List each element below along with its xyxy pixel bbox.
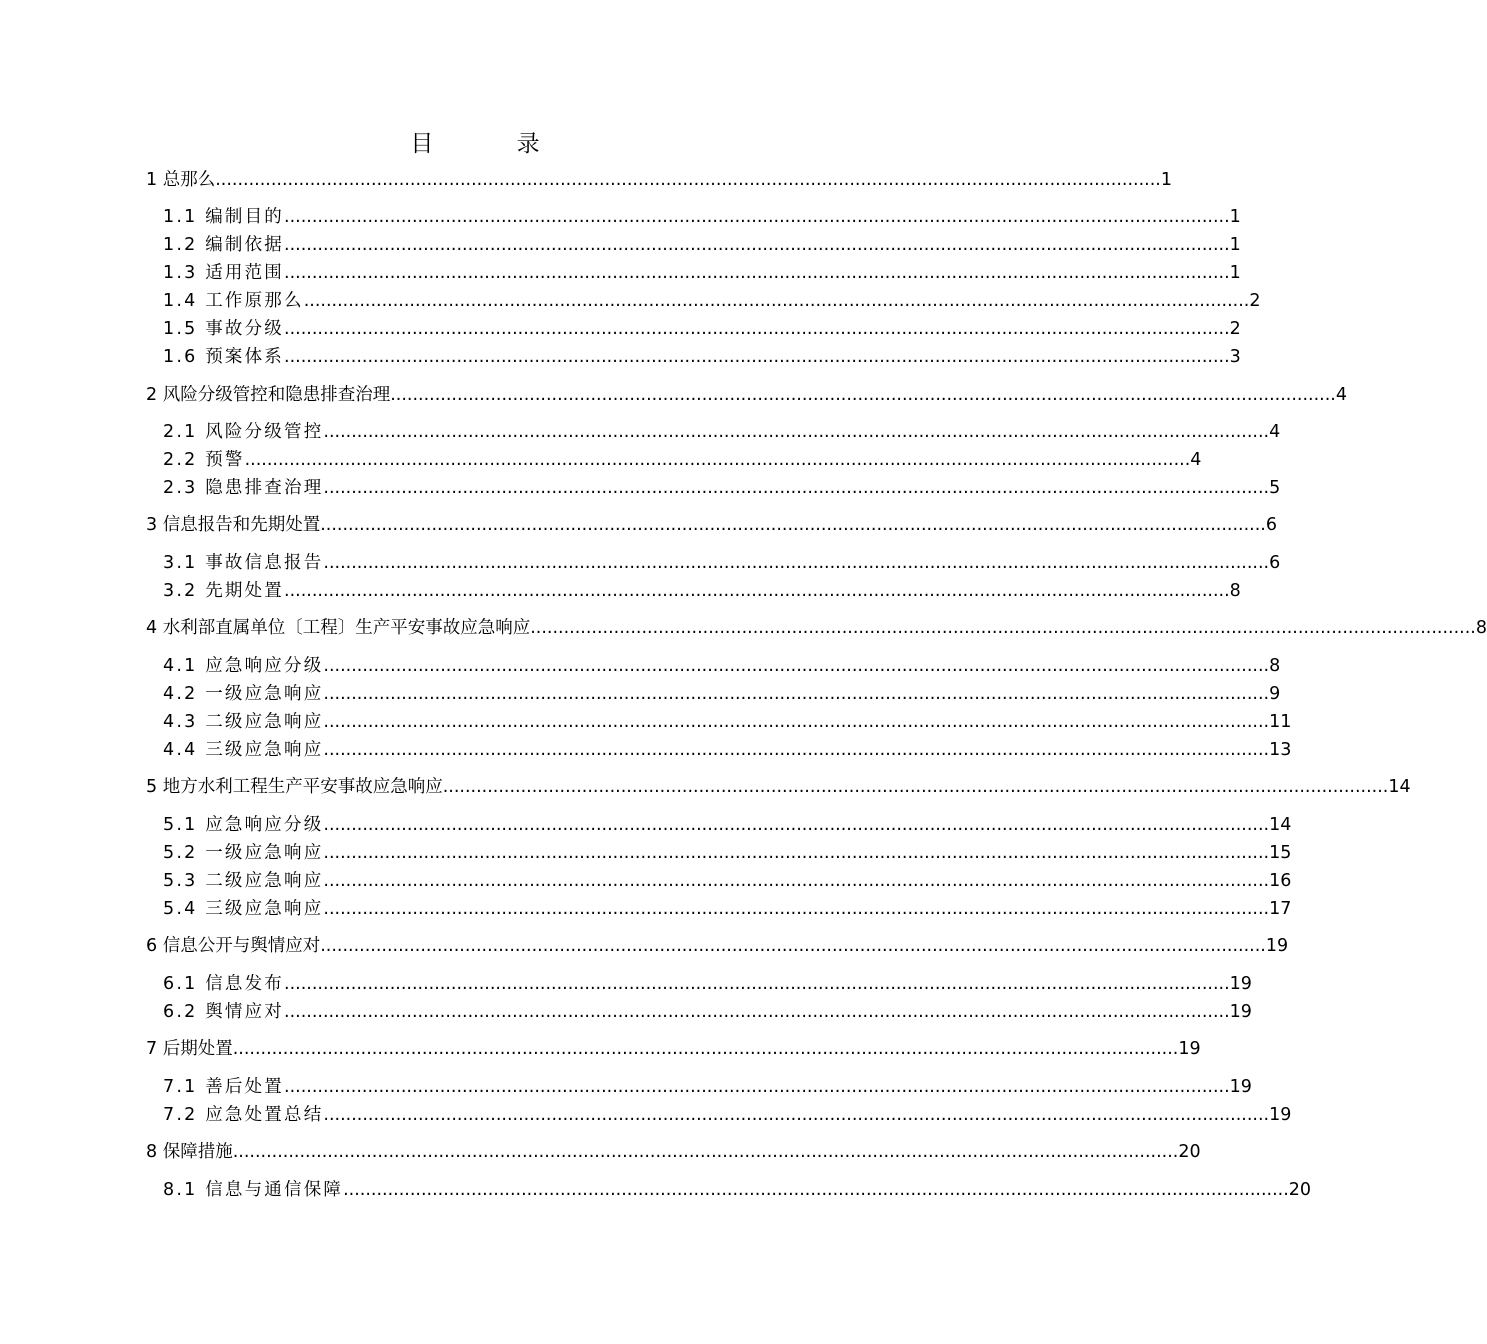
toc-page-number: 13 [1269,740,1292,760]
toc-dot-leader: .......................................................................................................................................................................... [343,1180,1289,1200]
toc-page-number: 1 [1229,207,1241,227]
toc-entry-label: 7.1 善后处置 [163,1077,284,1097]
toc-subsection-entry[interactable] [163,682,1281,706]
toc-page-number: 4 [1190,450,1202,470]
toc-entry-label: 3.2 先期处置 [163,581,284,601]
toc-page-number: 20 [1178,1142,1201,1162]
toc-page-number: 14 [1269,815,1292,835]
toc-entry-label: 1.3 适用范围 [163,263,284,283]
toc-subsection-entry[interactable] [163,1075,1252,1099]
toc-dot-leader: .......................................................................................................................................................................... [323,712,1270,732]
toc-page-number: 1 [1229,235,1241,255]
toc-dot-leader: .......................................................................................................................................................................... [303,291,1250,311]
toc-subsection-entry[interactable] [163,205,1241,229]
toc-page-number: 3 [1229,347,1241,367]
toc-entry-label: 4 水利部直属单位〔工程〕生产平安事故应急响应 [146,618,531,638]
toc-dot-leader: .......................................................................................................................................................................... [232,1039,1179,1059]
toc-page-number: 1 [1229,263,1241,283]
toc-subsection-entry[interactable] [163,476,1281,500]
toc-entry-label: 4.2 一级应急响应 [163,684,324,704]
toc-page-number: 8 [1475,618,1487,638]
toc-entry-label: 7.2 应急处置总结 [163,1105,324,1125]
toc-subsection-entry[interactable] [163,972,1252,996]
toc-entry-label: 1.4 工作原那么 [163,291,304,311]
toc-dot-leader: .......................................................................................................................................................................... [320,515,1266,535]
toc-entry-label: 5.1 应急响应分级 [163,815,324,835]
toc-page-number: 9 [1269,684,1281,704]
toc-dot-leader: .......................................................................................................................................................................... [320,936,1266,956]
toc-dot-leader: .......................................................................................................................................................................... [323,478,1270,498]
toc-subsection-entry[interactable] [163,579,1241,603]
toc-subsection-entry[interactable] [163,1178,1312,1202]
toc-entry-label: 1.6 预案体系 [163,347,284,367]
toc-entry-label: 4.4 三级应急响应 [163,740,324,760]
toc-entry-label: 1.5 事故分级 [163,319,284,339]
toc-dot-leader: .......................................................................................................................................................................... [232,1142,1179,1162]
toc-dot-leader: .......................................................................................................................................................................... [323,871,1270,891]
toc-page-number: 6 [1269,553,1281,573]
toc-page-number: 1 [1160,170,1173,190]
toc-entry-label: 6.1 信息发布 [163,974,284,994]
toc-subsection-entry[interactable] [163,841,1292,865]
toc-dot-leader: .......................................................................................................................................................................... [284,974,1230,994]
toc-subsection-entry[interactable] [163,317,1241,341]
toc-section-entry[interactable] [146,934,1289,958]
toc-section-entry[interactable] [146,513,1278,537]
toc-subsection-entry[interactable] [163,897,1292,921]
toc-dot-leader: .......................................................................................................................................................................... [323,553,1270,573]
toc-dot-leader: .......................................................................................................................................................................... [390,385,1336,405]
toc-page-number: 19 [1178,1039,1201,1059]
toc-section-entry[interactable] [146,383,1348,407]
toc-page-number: 2 [1249,291,1261,311]
toc-subsection-entry[interactable] [163,869,1292,893]
toc-entry-label: 2.1 风险分级管控 [163,422,324,442]
toc-page-number: 15 [1269,843,1292,863]
toc-entry-label: 4.1 应急响应分级 [163,656,324,676]
toc-dot-leader: .......................................................................................................................................................................... [323,815,1270,835]
toc-page-number: 5 [1269,478,1281,498]
toc-subsection-entry[interactable] [163,1000,1252,1024]
toc-entry-label: 6 信息公开与舆情应对 [146,936,321,956]
toc-entry-label: 2.2 预警 [163,450,245,470]
toc-page-number: 8 [1269,656,1281,676]
toc-entry-label: 8 保障措施 [146,1142,233,1162]
toc-page-number: 4 [1335,385,1348,405]
toc-dot-leader: .......................................................................................................................................................................... [323,899,1270,919]
toc-dot-leader: .......................................................................................................................................................................... [442,777,1389,797]
toc-dot-leader: .......................................................................................................................................................................... [284,235,1230,255]
toc-page-number: 6 [1265,515,1278,535]
toc-entry-label: 6.2 舆情应对 [163,1002,284,1022]
toc-subsection-entry[interactable] [163,420,1281,444]
toc-subsection-entry[interactable] [163,345,1241,369]
toc-dot-leader: .......................................................................................................................................................................... [323,1105,1270,1125]
toc-subsection-entry[interactable] [163,1103,1292,1127]
toc-subsection-entry[interactable] [163,654,1281,678]
toc-subsection-entry[interactable] [163,551,1281,575]
toc-dot-leader: .......................................................................................................................................................................... [284,347,1230,367]
toc-entry-label: 2.3 隐患排查治理 [163,478,324,498]
toc-entry-label: 3 信息报告和先期处置 [146,515,321,535]
toc-page-number: 14 [1388,777,1411,797]
toc-entry-label: 1.2 编制依据 [163,235,284,255]
toc-dot-leader: .......................................................................................................................................................................... [284,1077,1230,1097]
toc-page-number: 19 [1229,1077,1252,1097]
toc-title: 目 录 [410,131,578,157]
toc-section-entry[interactable] [146,168,1173,192]
toc-page-number: 19 [1229,974,1252,994]
toc-dot-leader: .......................................................................................................................................................................... [323,656,1270,676]
toc-subsection-entry[interactable] [163,233,1241,257]
toc-dot-leader: .......................................................................................................................................................................... [284,1002,1230,1022]
toc-subsection-entry[interactable] [163,710,1292,734]
toc-dot-leader: .......................................................................................................................................................................... [323,422,1270,442]
toc-entry-label: 8.1 信息与通信保障 [163,1180,344,1200]
toc-dot-leader: .......................................................................................................................................................................... [284,263,1230,283]
toc-subsection-entry[interactable] [163,738,1292,762]
toc-dot-leader: .......................................................................................................................................................................... [244,450,1191,470]
toc-dot-leader: .......................................................................................................................................................................... [284,581,1230,601]
toc-subsection-entry[interactable] [163,813,1292,837]
toc-page-number: 19 [1265,936,1289,956]
toc-section-entry[interactable] [146,775,1411,799]
toc-entry-label: 2 风险分级管控和隐患排查治理 [146,385,391,405]
toc-page-number: 4 [1269,422,1281,442]
toc-page-number: 19 [1269,1105,1292,1125]
toc-entry-label: 5 地方水利工程生产平安事故应急响应 [146,777,443,797]
toc-entry-label: 1.1 编制目的 [163,207,284,227]
toc-entry-label: 3.1 事故信息报告 [163,553,324,573]
toc-subsection-entry[interactable] [163,448,1202,472]
toc-subsection-entry[interactable] [163,289,1261,313]
toc-dot-leader: .......................................................................................................................................................................... [323,740,1270,760]
toc-entry-label: 1 总那么 [146,170,216,190]
toc-entry-label: 4.3 二级应急响应 [163,712,324,732]
toc-page-number: 8 [1229,581,1241,601]
toc-dot-leader: .......................................................................................................................................................................... [215,170,1161,190]
toc-subsection-entry[interactable] [163,261,1241,285]
toc-dot-leader: .......................................................................................................................................................................... [284,319,1230,339]
toc-page-number: 20 [1288,1180,1312,1200]
toc-page-number: 16 [1269,871,1292,891]
toc-dot-leader: .......................................................................................................................................................................... [284,207,1230,227]
toc-page-number: 11 [1269,712,1292,732]
toc-dot-leader: .......................................................................................................................................................................... [323,843,1270,863]
toc-page-number: 17 [1269,899,1292,919]
toc-entry-label: 5.3 二级应急响应 [163,871,324,891]
toc-entry-label: 5.2 一级应急响应 [163,843,324,863]
toc-dot-leader: .......................................................................................................................................................................... [323,684,1270,704]
toc-section-entry[interactable] [146,1037,1201,1061]
toc-page-number: 19 [1229,1002,1252,1022]
toc-page-number: 2 [1229,319,1241,339]
toc-entry-label: 7 后期处置 [146,1039,233,1059]
toc-dot-leader: .......................................................................................................................................................................... [530,618,1476,638]
toc-entry-label: 5.4 三级应急响应 [163,899,324,919]
toc-section-entry[interactable] [146,616,1487,640]
toc-section-entry[interactable] [146,1140,1201,1164]
